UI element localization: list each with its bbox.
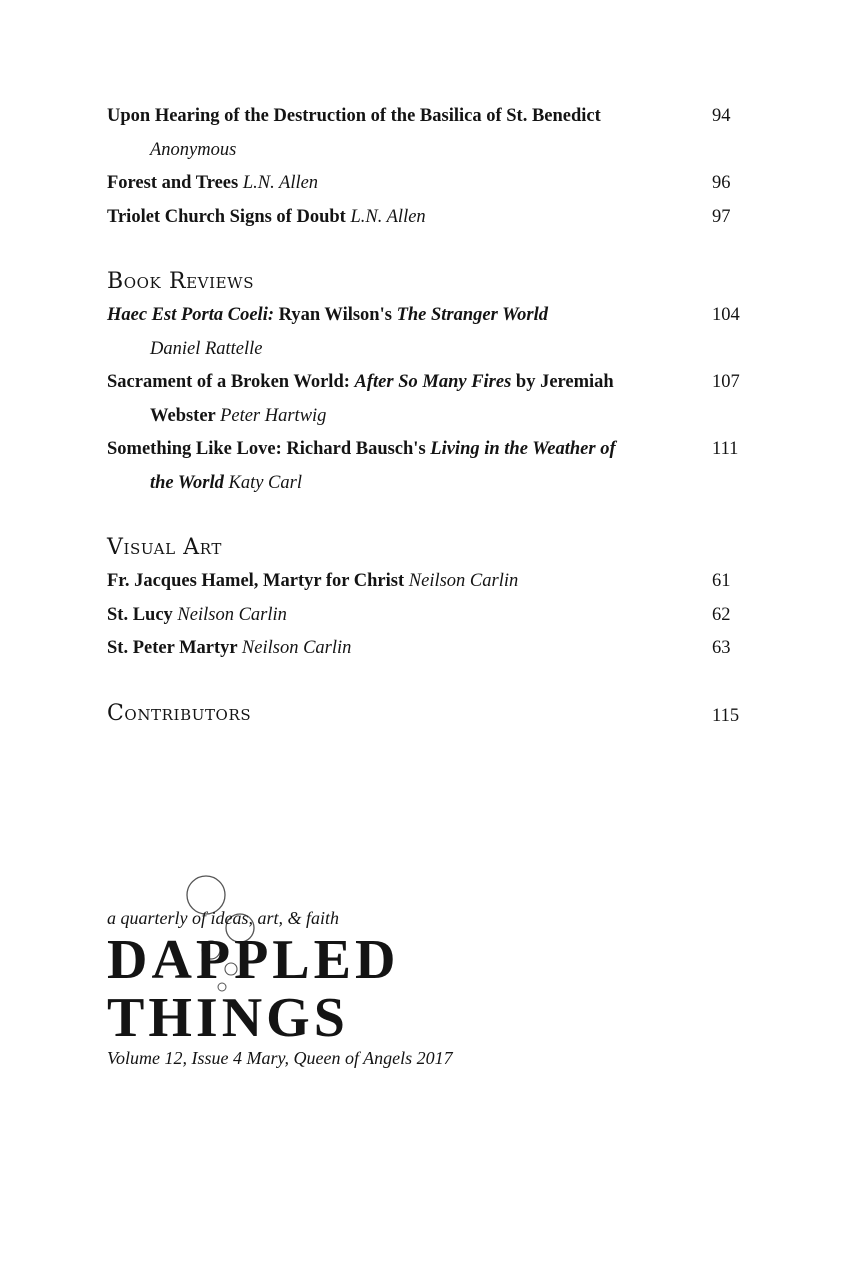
toc-entry[interactable]: [107, 366, 767, 433]
volume-info: Volume 12, Issue 4 Mary, Queen of Angels 2017: [107, 1048, 453, 1068]
toc-entry[interactable]: [107, 599, 767, 633]
table-of-contents: [107, 100, 767, 731]
entry-title-text: Fr. Jacques Hamel, Martyr for Christ: [107, 571, 405, 591]
section-heading-contributors[interactable]: [107, 699, 767, 729]
masthead-title-line1: DAPPLED: [107, 929, 400, 991]
entry-title-roman: Sacrament of a Broken World:: [107, 372, 355, 392]
toc-entry[interactable]: [107, 433, 767, 500]
entry-title-italic: The Stranger World: [396, 305, 549, 325]
masthead-logo: [107, 870, 607, 1080]
entry-author: Peter Hartwig: [220, 405, 327, 426]
entry-page: 111: [712, 439, 739, 459]
entry-title: [107, 366, 682, 433]
entry-title-text: Upon Hearing of the Destruction of the Basilica of St. Benedict: [107, 106, 601, 126]
entry-page: 94: [712, 106, 731, 126]
entry-title: [107, 167, 682, 201]
entry-page: 104: [712, 305, 740, 325]
entry-page: 107: [712, 372, 740, 392]
entry-author: L.N. Allen: [350, 206, 426, 227]
entry-title-roman: Ryan Wilson's: [274, 305, 397, 325]
entry-title: [107, 565, 682, 599]
toc-entry[interactable]: [107, 299, 767, 366]
entry-title: [107, 632, 682, 666]
entry-page: 62: [712, 604, 731, 625]
section-heading-visual-art: [107, 533, 767, 563]
section-heading-text: Visual Art: [107, 535, 222, 560]
entry-title-roman: Webster: [150, 405, 221, 426]
entry-author: Neilson Carlin: [177, 604, 287, 625]
entry-title-italic: Living in the Weather of: [430, 439, 616, 459]
entry-title-text: St. Peter Martyr: [107, 638, 238, 658]
masthead-title-line2: THINGS: [107, 987, 349, 1049]
section-heading-book-reviews: [107, 267, 767, 297]
entry-author: Neilson Carlin: [408, 571, 519, 591]
entry-page: 63: [712, 638, 731, 658]
entry-title-italic: Haec Est Porta Coeli:: [107, 305, 274, 325]
entry-title: [107, 100, 682, 167]
entry-page: 61: [712, 571, 731, 591]
toc-entry[interactable]: [107, 632, 767, 666]
entry-title-roman: Something Like Love: Richard Bausch's: [107, 439, 431, 459]
entry-title: [107, 201, 682, 235]
tagline: a quarterly of ideas, art, & faith: [107, 908, 339, 928]
entry-title: [107, 599, 682, 633]
toc-entry[interactable]: [107, 201, 767, 235]
entry-title: [107, 299, 682, 366]
entry-author: Daniel Rattelle: [150, 338, 263, 359]
entry-page: 97: [712, 206, 731, 227]
toc-entry[interactable]: [107, 167, 767, 201]
entry-author: Katy Carl: [228, 472, 302, 493]
entry-author: L.N. Allen: [242, 173, 319, 193]
entry-author: Anonymous: [150, 139, 237, 160]
entry-title-text: Forest and Trees: [107, 173, 239, 193]
entry-page: 96: [712, 173, 731, 193]
entry-title-italic: After So Many Fires: [354, 372, 512, 392]
section-heading-text: Book Reviews: [107, 269, 255, 294]
entry-page: 115: [712, 705, 740, 726]
entry-author: Neilson Carlin: [241, 638, 352, 658]
toc-entry[interactable]: [107, 565, 767, 599]
entry-title-roman: by Jeremiah: [511, 372, 614, 392]
entry-title-italic: the World: [150, 472, 224, 493]
toc-entry[interactable]: [107, 100, 767, 167]
section-heading-text: Contributors: [107, 700, 252, 726]
entry-title-text: Triolet Church Signs of Doubt: [107, 206, 346, 227]
entry-title: [107, 433, 682, 500]
entry-title-text: St. Lucy: [107, 604, 173, 625]
